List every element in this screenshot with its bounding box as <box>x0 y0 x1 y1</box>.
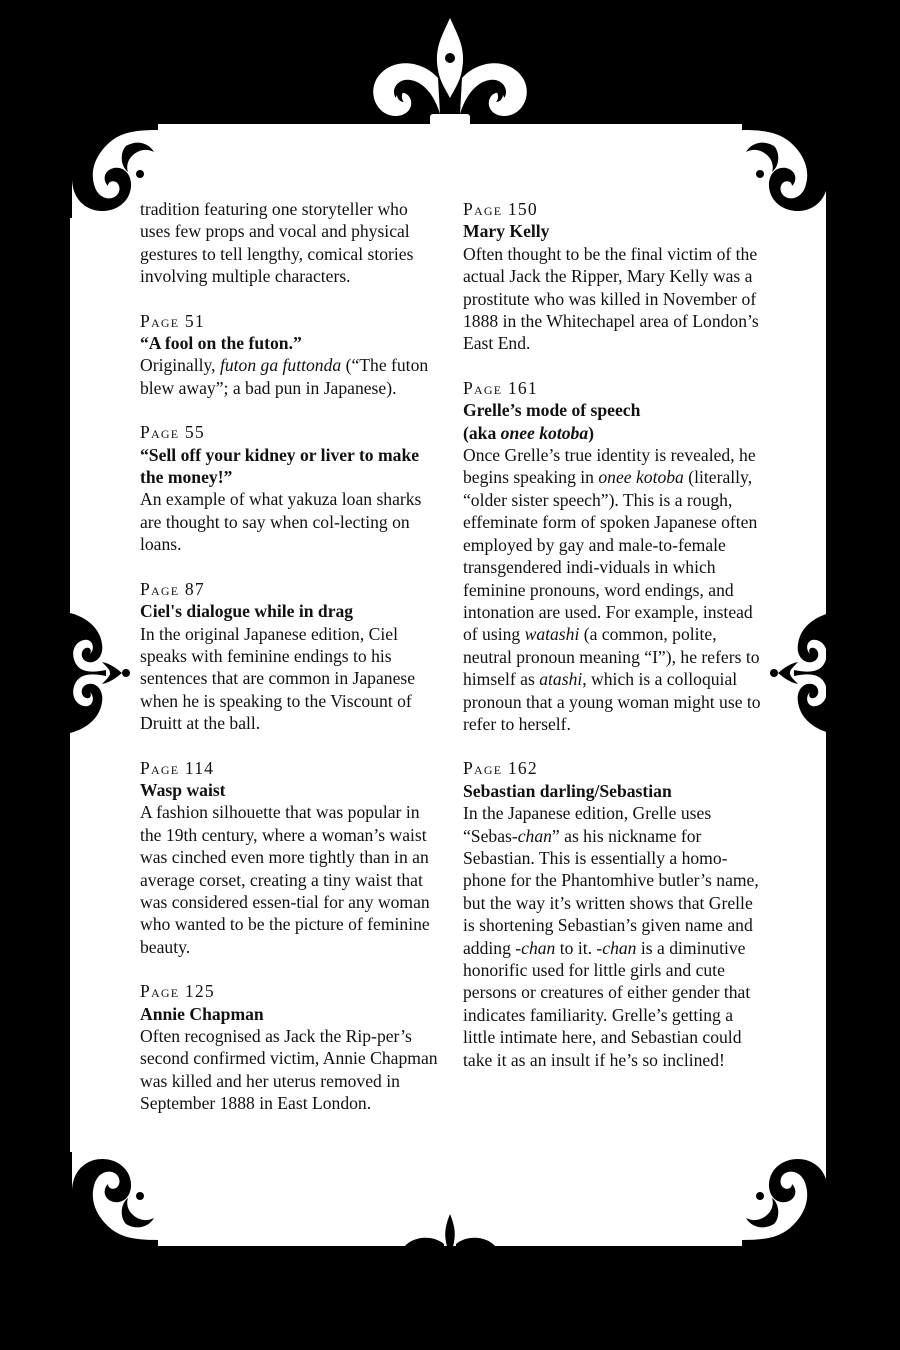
note-body-emphasis: chan <box>521 937 556 958</box>
note-body <box>140 354 440 399</box>
note-body-emphasis: atashi <box>539 669 583 690</box>
note-term: Annie Chapman <box>140 1003 264 1024</box>
note-entry <box>463 198 763 355</box>
note-term-emphasis: onee kotoba <box>500 422 589 443</box>
note-body-emphasis: onee kotoba <box>598 467 684 488</box>
note-body-part: , which is a colloquial pronoun that a young woman might use to refer to herself. <box>463 669 761 734</box>
page-reference: Page 55 <box>140 422 205 443</box>
note-body <box>463 802 763 1071</box>
page-reference: Page 114 <box>140 757 215 778</box>
note-body: An example of what yakuza loan sharks are thought to say when col-lecting on loans. <box>140 489 422 555</box>
left-column <box>140 198 440 1137</box>
note-entry <box>140 421 440 555</box>
note-body-part: Originally, <box>140 355 220 376</box>
right-column <box>463 198 763 1093</box>
note-entry <box>140 757 440 959</box>
note-entry <box>140 310 440 400</box>
left-side-scroll-ornament <box>66 612 132 734</box>
note-term-part: (aka <box>463 422 501 443</box>
note-body-emphasis: watashi <box>524 624 580 645</box>
page-reference: Page 125 <box>140 981 215 1002</box>
note-term: “Sell off your kidney or liver to make the money!” <box>140 444 420 488</box>
note-entry <box>140 980 440 1114</box>
bottom-center-ornament <box>394 1214 506 1298</box>
note-term: Ciel's dialogue while in drag <box>140 601 354 622</box>
right-side-scroll-ornament <box>768 612 834 734</box>
note-term: Sebastian darling/Sebastian <box>463 780 672 801</box>
intro-text: tradition featuring one storyteller who uses few props and vocal and physical gestures to tell lengthy, comical stories involving multiple characters. <box>140 199 414 287</box>
page-reference: Page 150 <box>463 199 538 219</box>
note-body-part: In the Japanese edition, Grelle uses “Sebas- <box>463 803 712 846</box>
note-body <box>463 444 763 735</box>
note-term: Wasp waist <box>140 779 226 800</box>
note-body-part: to it. - <box>555 937 603 958</box>
note-body: Often thought to be the final victim of the actual Jack the Ripper, Mary Kelly was a prostitute who was killed in November of 1888 in the Whitechapel area of London’s East End. <box>463 243 759 354</box>
note-body-part: (“The futon blew away”; a bad pun in Japanese). <box>140 355 429 398</box>
note-body-part: is a diminutive honorific used for little girls and cute persons or creatures of either gender that indicates familiarity. Grelle’s getting a little intimate here, and Sebastian could take it as an insult if he’s so inclined! <box>463 937 751 1070</box>
note-body-part: (a common, polite, neutral pronoun meaning “I”), he refers to himself as <box>463 624 760 690</box>
note-term: “A fool on the futon.” <box>140 333 302 354</box>
note-term: Grelle’s mode of speech <box>463 400 641 421</box>
note-term-aka <box>463 422 763 444</box>
note-term: Mary Kelly <box>463 221 550 242</box>
bottom-left-corner-ornament <box>66 1152 158 1248</box>
note-body: Often recognised as Jack the Rip-per’s second confirmed victim, Annie Chapman was killed and her uterus removed in September 1888 in East London. <box>140 1026 438 1114</box>
note-entry <box>463 757 763 1071</box>
note-body: In the original Japanese edition, Ciel speaks with feminine endings to his sentences that are common in Japanese when he is speaking to the Viscount of Druitt at the ball. <box>140 623 416 734</box>
note-body-part: (literally, “older sister speech”). This is a rough, effeminate form of spoken Japanese often employed by gay and male-to-female transgendered indi-viduals in which feminine pronouns, word endings, and intonation are used. For example, instead of using <box>463 467 758 645</box>
note-body-part: Once Grelle’s true identity is revealed, he begins speaking in <box>463 445 756 488</box>
note-entry <box>140 578 440 735</box>
note-body-emphasis: chan <box>517 825 552 846</box>
intro-continuation <box>140 198 440 288</box>
note-term-part: ) <box>588 422 594 443</box>
note-entry <box>463 377 763 736</box>
top-fleur-de-lis-ornament <box>368 18 532 188</box>
page-reference: Page 162 <box>463 758 538 779</box>
note-body-part: ” as his nickname for Sebastian. This is essentially a homo-phone for the Phantomhive butler’s name, but the way it’s written shows that Grelle is shortening Sebastian’s given name and adding - <box>463 825 759 958</box>
bottom-right-corner-ornament <box>742 1152 834 1248</box>
note-body-emphasis: futon ga futtonda <box>219 355 342 376</box>
page-reference: Page 51 <box>140 310 205 331</box>
note-body: A fashion silhouette that was popular in the 19th century, where a woman’s waist was cinched even more tightly than in an average corset, creating a tiny waist that was considered essen-tial for any woman who wanted to be the picture of feminine beauty. <box>140 802 430 957</box>
note-body-emphasis: chan <box>602 937 637 958</box>
page-reference: Page 87 <box>140 578 205 599</box>
page-reference: Page 161 <box>463 377 538 398</box>
